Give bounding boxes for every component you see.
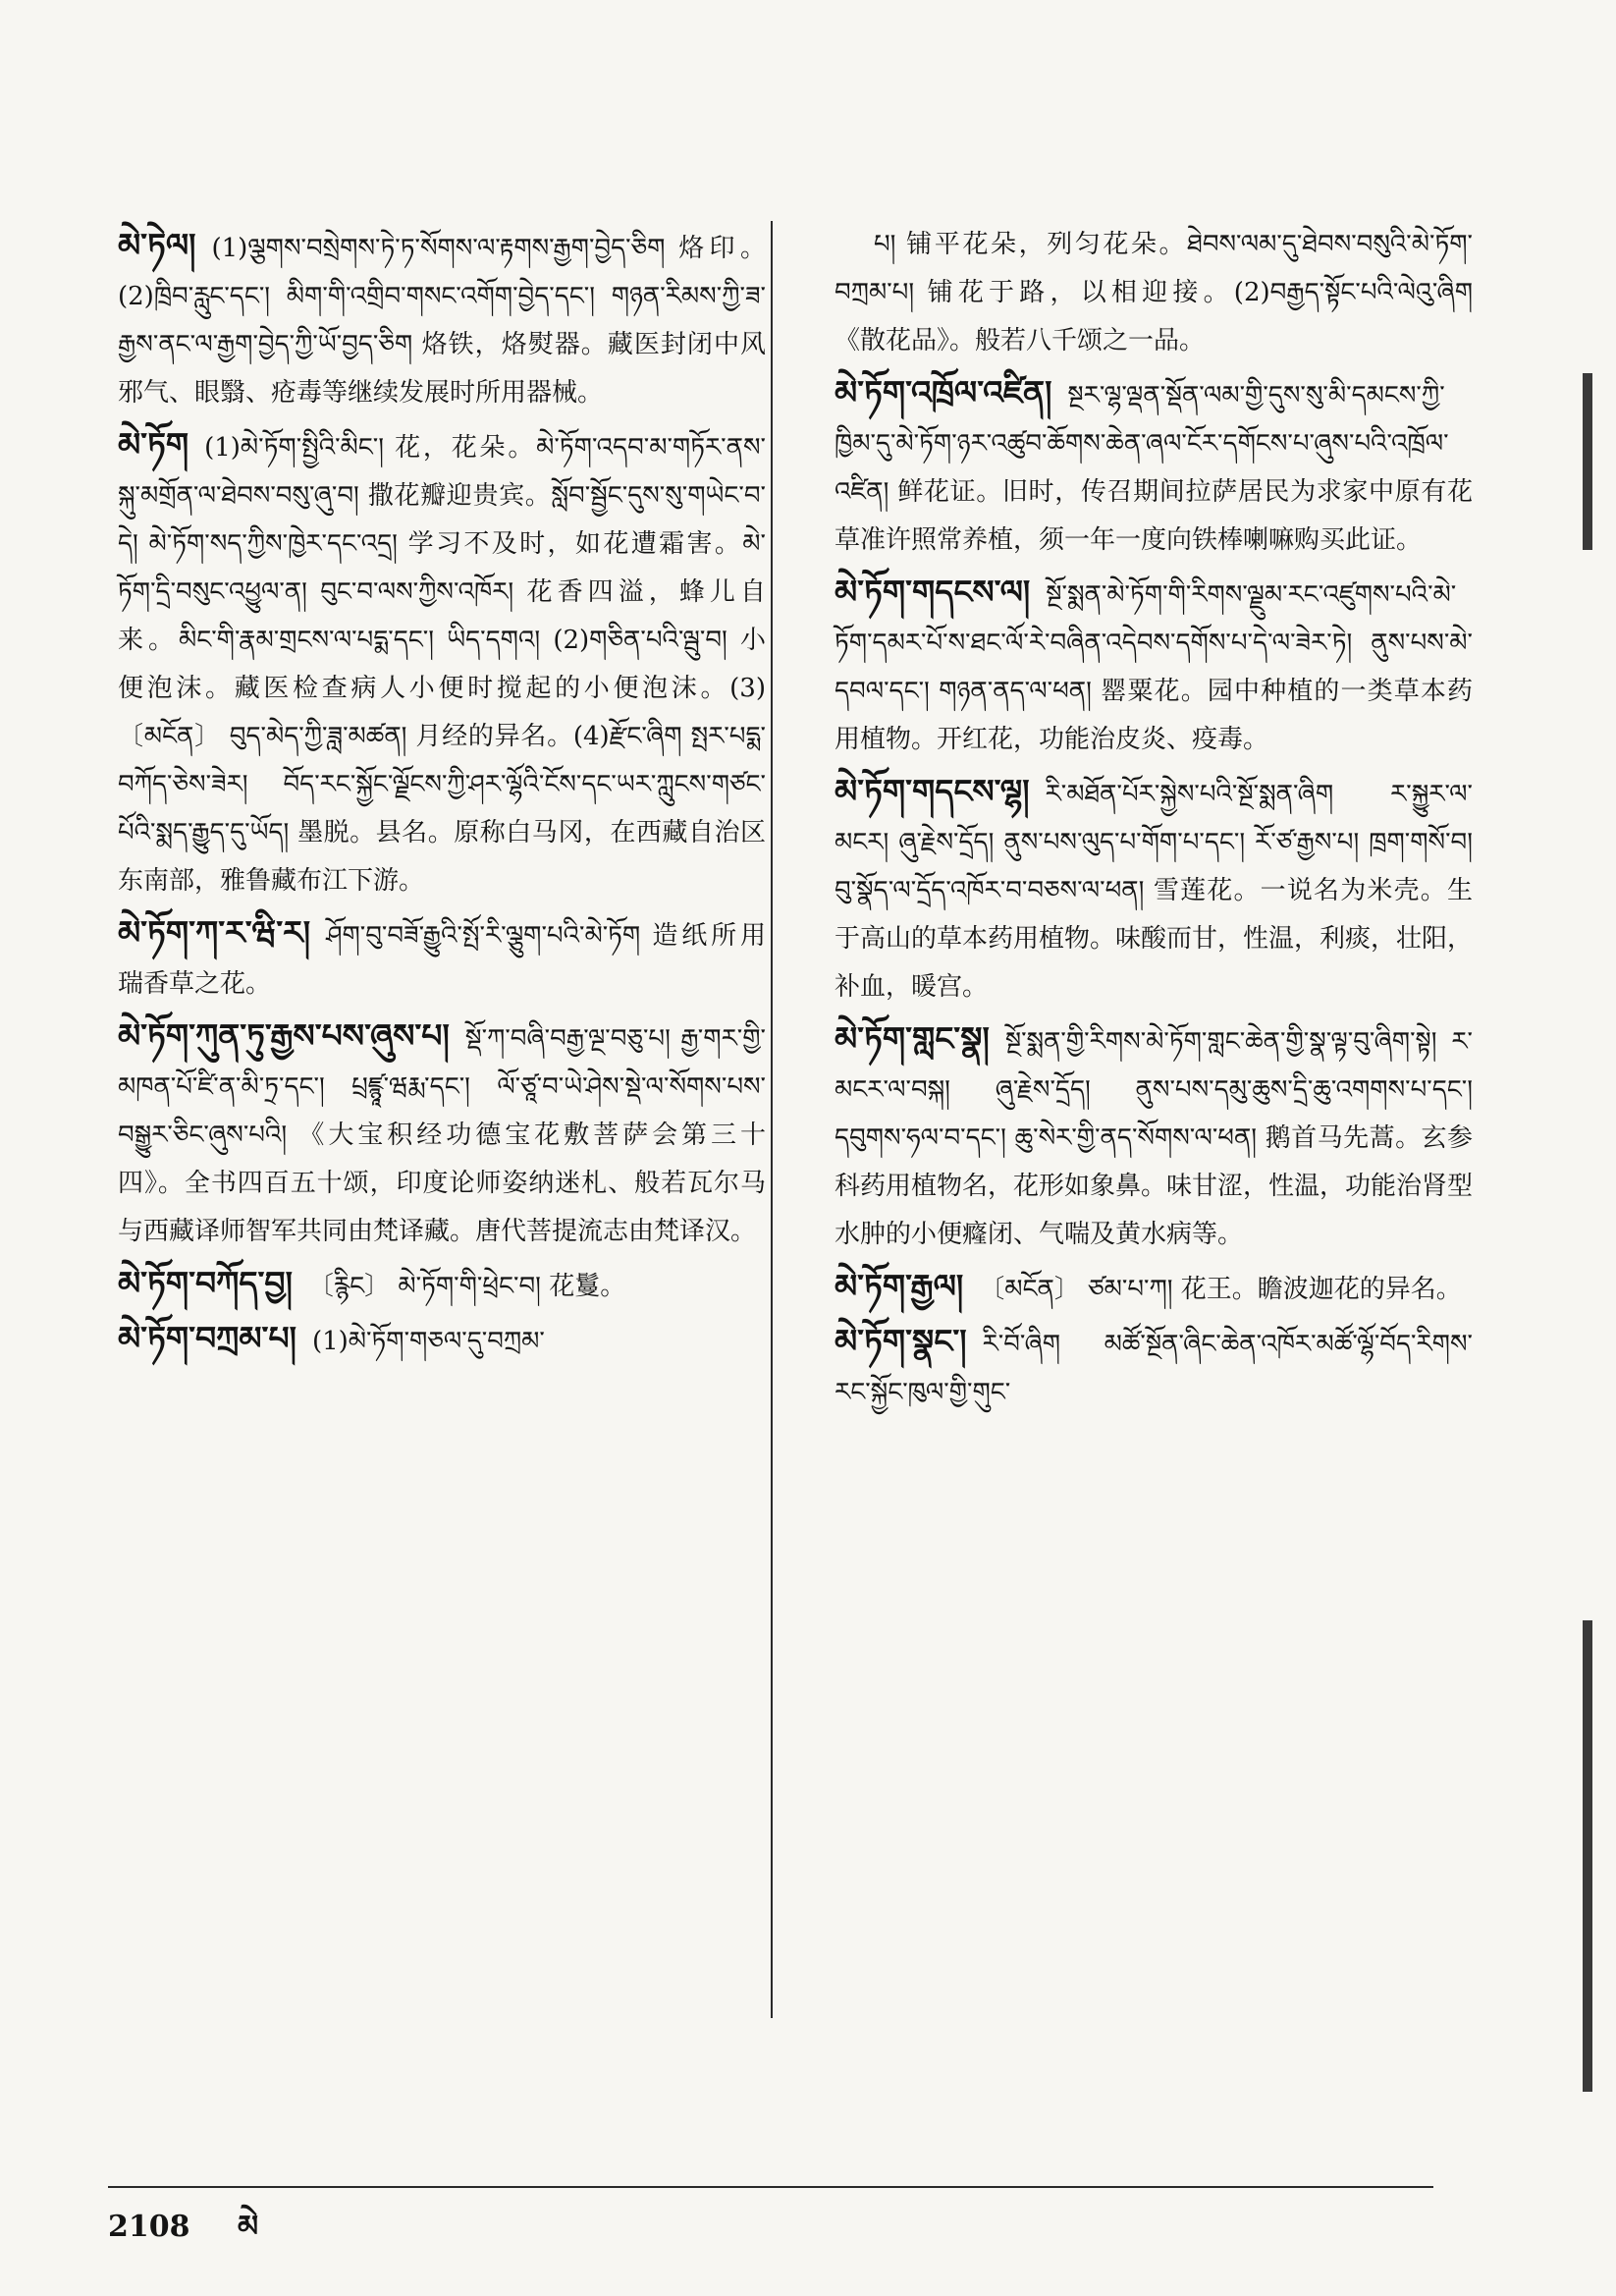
- entry-headword: མེ་ཏེལ།: [118, 226, 196, 264]
- entry-headword: མེ་ཏོག་བཀོད་བྱ།: [118, 1264, 293, 1302]
- entry-headword: མེ་ཏོག་རྒྱལ།: [835, 1267, 964, 1305]
- footer-rule: [108, 2186, 1433, 2188]
- entry-definition: སྔོ་སྨན་མེ་ཏོག་གི་རིགས་ལྗུམ་རང་འཛུགས་པའི་མེ་ཏོག་དམར་པོ་ས་ཐང་ལོ་རེ་བཞིན་འདེབས་དགོས་པ་དེ་ལ་ཟེར་ཏེ། ནུས་པས་མེ་དབལ་དང་། གཉན་ནད་ལ་ཕན། 罂粟花。园中种植的一类草本药用植物。开红花，功能治皮炎、疫毒。: [835, 580, 1473, 754]
- entry-headword: མེ་ཏོག་བཀྲམ་པ།: [118, 1319, 296, 1357]
- left-column: [118, 221, 766, 1369]
- entry-definition: རི་བོ་ཞིག མཚོ་སྔོན་ཞིང་ཆེན་འཁོར་མཚོ་ལྷོ་བོད་རིགས་རང་སྐྱོང་ཁུལ་གྱི་གུང་: [835, 1330, 1473, 1407]
- entry-definition: སྔར་ལྷ་ལྡན་སྡོན་ལམ་གྱི་དུས་སུ་མི་དམངས་ཀྱི་ཁྱིམ་དུ་མེ་ཏོག་ཉར་འཚུབ་ཆོགས་ཆེན་ཞལ་ངོར་དགོངས་པ་ཞུས་པའི་འཁྲོལ་འཛིན། 鲜花证。旧时，传召期间拉萨居民为求家中原有花草准许照常养植，须一年一度向铁棒喇嘛购买此证。: [835, 381, 1473, 555]
- entry-definition: ཤོག་བུ་བཟོ་རྒྱུའི་སྤོ་རི་ལྕུག་པའི་མེ་ཏོག 造纸所用瑞香草之花。: [118, 921, 766, 999]
- entry-headword: མེ་ཏོག་གདངས་ལྷ།: [835, 772, 1030, 810]
- margin-scan-mark: [1583, 373, 1592, 550]
- entry-definition: (1)མེ་ཏོག་གཅལ་དུ་བཀྲམ་: [311, 1327, 545, 1356]
- entry-headword: མེ་ཏོག་ཀུན་ཏུ་རྒྱས་པས་ཞུས་པ།: [118, 1016, 450, 1055]
- margin-scan-mark: [1583, 1620, 1592, 2092]
- entry-me-tog-rgyal: [835, 1262, 1473, 1314]
- entry-definition: སྔོ་སྨན་གྱི་རིགས་མེ་ཏོག་གླང་ཆེན་གྱི་སྣ་ལྟ་བུ་ཞིག་སྟེ། ར་མངར་ལ་བསྐ། ཞུ་རྗེས་དྲོད། ནུས་པས་དམུ་ཆུས་དྲི་ཆུ་འགགས་པ་དང་། དབུགས་ཧལ་བ་དང་། ཆུ་སེར་གྱི་ནད་སོགས་ལ་ཕན། 鹅首马先蒿。玄参科药用植物名，花形如象鼻。味甘涩，性温，功能治肾型水肿的小便癃闭、气喘及黄水病等。: [835, 1027, 1474, 1249]
- entry-headword: མེ་ཏོག་འཁྲོལ་འཛིན།: [835, 373, 1052, 411]
- right-column: [835, 221, 1473, 1420]
- entry-definition: 〔རྙིང〕 མེ་ཏོག་གི་ཕྲེང་བ། 花鬘。: [307, 1272, 626, 1301]
- entry-me-tog-snang: [835, 1317, 1473, 1417]
- column-divider: [771, 221, 773, 2018]
- entry-me-tog-gdangs-la: [835, 568, 1473, 764]
- entry-me-tel: [118, 221, 766, 417]
- entry-me-tog-kun-tu-rgyas-pa: [118, 1011, 766, 1256]
- entry-definition: (1)མེ་ཏོག་སྤྱིའི་མིང་། 花，花朵。མེ་ཏོག་འདབ་མ་གཏོར་ནས་སྐུ་མགྲོན་ལ་ཐེབས་བསུ་ཞུ་བ། 撒花瓣迎贵宾。སློབ་སྦྱོང་དུས་སུ་གཡེང་བ་དེ། མེ་ཏོག་སད་ཀྱིས་ཁྱེར་དང་འདྲ། 学习不及时，如花遭霜害。མེ་ཏོག་དྲི་བསུང་འཕྱུལ་ན། བུང་བ་ལས་ཀྱིས་འཁོར། 花香四溢，蜂儿自来。མིང་གི་རྣམ་གྲངས་ལ་པདྨ་དང་། ཡིད་དགའ། (2)གཅིན་པའི་ལྦུ་བ། 小便泡沫。藏医检查病人小便时搅起的小便泡沫。(3)〔མངོན〕 བུད་མེད་ཀྱི་ཟླ་མཚན། 月经的异名。(4)རྫོང་ཞིག སྤར་པདྨ་བཀོད་ཅེས་ཟེར། བོད་རང་སྐྱོང་ལྗོངས་ཀྱི་ཤར་ལྷོའི་ངོས་དང་ཡར་ཀླུངས་གཙང་པོའི་སྨད་རྒྱུད་དུ་ཡོད། 墨脱。县名。原称白马冈，在西藏自治区东南部，雅鲁藏布江下游。: [118, 433, 766, 896]
- entry-me-tog: [118, 420, 766, 905]
- entry-me-tog-bkram-pa: [118, 1314, 766, 1366]
- entry-headword: མེ་ཏོག་ཀ་ར་ཝི་ར།: [118, 913, 311, 952]
- entry-me-tog-ka-ra-wi-ra: [118, 908, 766, 1009]
- entry-me-tog-glang-sna: [835, 1014, 1473, 1259]
- page-number: 2108: [108, 2210, 190, 2244]
- section-letter: མེ: [237, 2210, 259, 2244]
- entry-me-tog-gdangs-lha: [835, 767, 1473, 1011]
- entry-me-tog-khrol-dzin: [835, 368, 1473, 565]
- entry-definition: སྡོ་ཀ་བཞི་བརྒྱ་ལྔ་བཅུ་པ། རྒྱ་གར་གྱི་མཁན་པོ་ཛི་ན་མི་ཏྲ་དང་། པྲཛྙཱ་ཝརྨ་དང་། ལོ་ཙཱ་བ་ཡེ་ཤེས་སྡེ་ལ་སོགས་པས་བསྒྱུར་ཅིང་ཞུས་པའི། 《大宝积经功德宝花敷菩萨会第三十四》。全书四百五十颂，印度论师姿纳迷札、般若瓦尔马与西藏译师智军共同由梵译藏。唐代菩提流志由梵译汉。: [118, 1024, 766, 1246]
- entry-headword: མེ་ཏོག་གླང་སྣ།: [835, 1019, 990, 1058]
- entry-headword: མེ་ཏོག་གདངས་ལ།: [835, 573, 1031, 611]
- entry-definition: (1)ལྕགས་བསྲེགས་ཏེ་ཏ་སོགས་ལ་རྟགས་རྒྱག་བྱེད་ཅིག 烙印。(2)ཁྲིབ་རླུང་དང་། མིག་གི་འགྲིབ་གསང་འགོག་བྱེད་དང་། གཉན་རིམས་ཀྱི་ཟ་རྒྱས་ནང་ལ་རྒྱག་བྱེད་ཀྱི་ཡོ་བྱད་ཅིག 烙铁，烙熨器。藏医封闭中风邪气、眼翳、疮毒等继续发展时所用器械。: [118, 234, 766, 408]
- entry-headword: མེ་ཏོག: [118, 425, 189, 464]
- entry-definition: རི་མཐོན་པོར་སྐྱེས་པའི་སྔོ་སྨན་ཞིག ར་སྐྱུར་ལ་མངར། ཞུ་རྗེས་དྲོད། ནུས་པས་ལུད་པ་གོག་པ་དང་། རོ་ཙ་རྒྱས་པ། ཁྲག་གསོ་བ། བུ་སྣོད་ལ་དྲོད་འཁོར་བ་བཅས་ལ་ཕན། 雪莲花。一说名为米壳。生于高山的草本药用植物。味酸而甘，性温，利痰，壮阳，补血，暖宫。: [835, 780, 1474, 1002]
- entry-me-tog-bkod-bya: [118, 1259, 766, 1311]
- page-footer: [108, 2194, 296, 2276]
- entry-continuation: [835, 221, 1473, 365]
- entry-definition: 〔མངོན〕 ཙམ་པ་ཀ། 花王。瞻波迦花的异名。: [979, 1275, 1462, 1304]
- entry-headword: མེ་ཏོག་སྣང་།: [835, 1322, 967, 1360]
- entry-definition: པ། 铺平花朵，列匀花朵。ཐེབས་ལམ་དུ་ཐེབས་བསུའི་མེ་ཏོག་བཀྲམ་པ། 铺花于路，以相迎接。(2)བརྒྱད་སྟོང་པའི་ལེའུ་ཞིག 《散花品》。般若八千颂之一品。: [835, 230, 1473, 355]
